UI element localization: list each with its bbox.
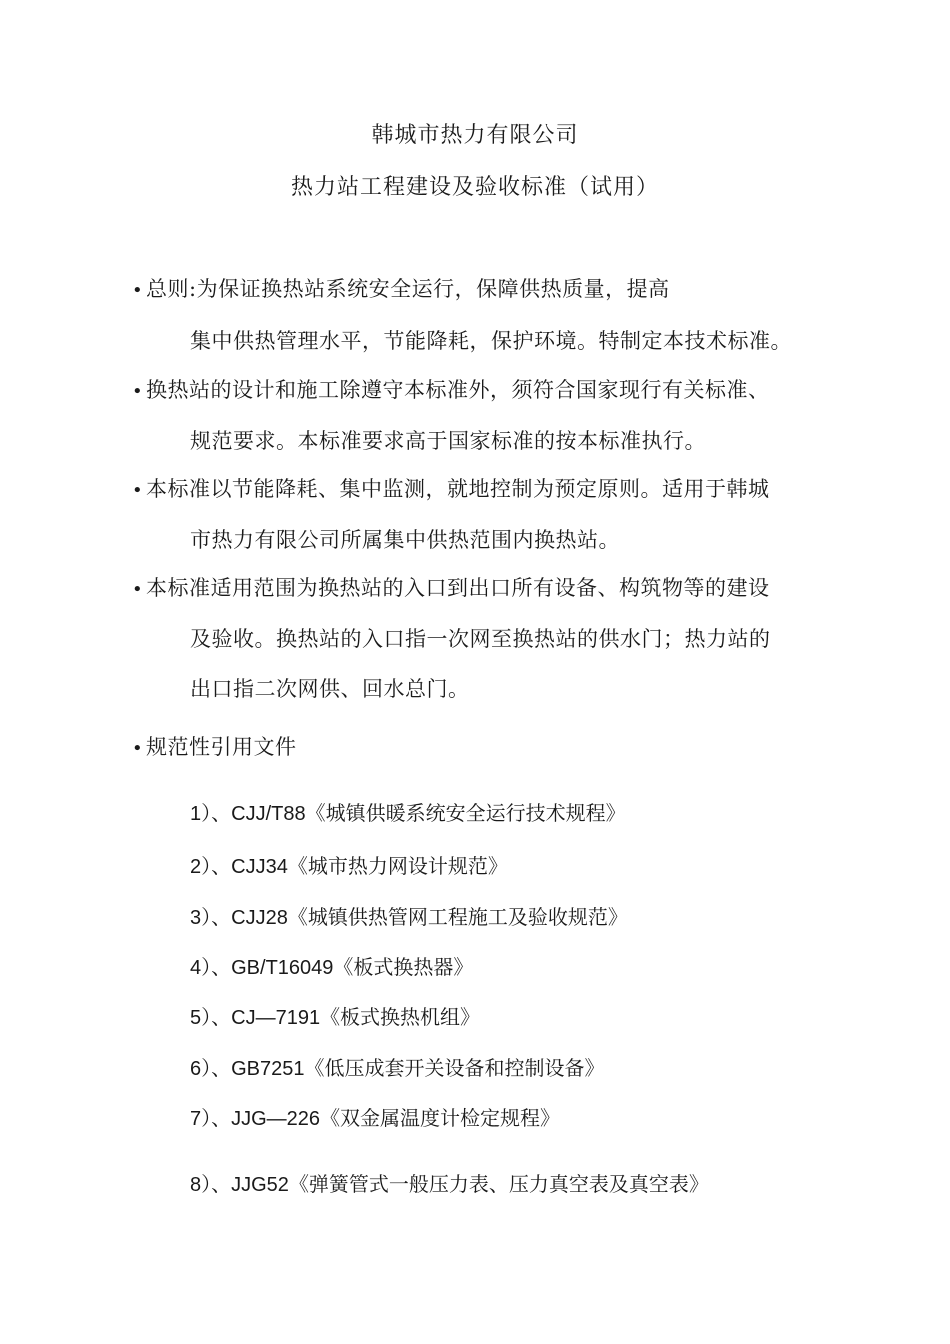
- reference-code: CJJ34: [231, 856, 288, 878]
- reference-code: JJG52: [231, 1174, 289, 1196]
- section-text: 本标准适用范围为换热站的入口到出口所有设备、构筑物等的建设: [146, 576, 770, 600]
- reference-item: [190, 797, 626, 826]
- section-4-line-3: 出口指二次网供、回水总门。: [190, 677, 470, 701]
- reference-number: 6）、: [190, 1058, 232, 1080]
- reference-title: 《弹簧管式一般压力表、压力真空表及真空表》: [288, 1172, 709, 1196]
- reference-number: 8）、: [190, 1174, 232, 1196]
- bullet-icon: •: [132, 280, 144, 301]
- section-text: 总则:为保证换热站系统安全运行，保障供热质量，提高: [146, 277, 670, 301]
- section-1-line-1: [132, 273, 670, 303]
- reference-title: 《城镇供暖系统安全运行技术规程》: [305, 801, 626, 825]
- section-text: 换热站的设计和施工除遵守本标准外，须符合国家现行有关标准、: [146, 378, 770, 402]
- section-text: 规范性引用文件: [146, 735, 297, 759]
- reference-number: 3）、: [190, 907, 232, 929]
- reference-code: JJG—226: [231, 1108, 321, 1130]
- reference-item: [190, 1168, 709, 1197]
- section-1-line-2: 集中供热管理水平，节能降耗，保护环境。特制定本技术标准。: [190, 329, 792, 353]
- reference-title: 《双金属温度计检定规程》: [320, 1106, 561, 1130]
- section-text: 本标准以节能降耗、集中监测，就地控制为预定原则。适用于韩城: [146, 477, 770, 501]
- reference-code: CJJ28: [231, 907, 288, 929]
- reference-item: [190, 1052, 605, 1081]
- reference-item: [190, 1001, 480, 1030]
- reference-number: 2）、: [190, 856, 232, 878]
- document-title-company: 韩城市热力有限公司: [371, 123, 579, 148]
- reference-number: 4）、: [190, 957, 232, 979]
- reference-item: [190, 850, 508, 879]
- bullet-icon: •: [132, 738, 144, 759]
- bullet-icon: •: [132, 480, 144, 501]
- section-3-line-1: [132, 473, 770, 503]
- section-2-line-1: [132, 374, 770, 404]
- bullet-icon: •: [132, 381, 144, 402]
- bullet-icon: •: [132, 579, 144, 600]
- reference-title: 《城市热力网设计规范》: [287, 854, 508, 878]
- reference-item: [190, 1102, 560, 1131]
- reference-title: 《低压成套开关设备和控制设备》: [304, 1056, 605, 1080]
- reference-number: 1）、: [190, 803, 232, 825]
- reference-code: CJJ/T88: [231, 803, 306, 825]
- reference-code: CJ—7191: [231, 1007, 321, 1029]
- reference-title: 《板式换热机组》: [320, 1005, 481, 1029]
- reference-item: [190, 951, 473, 980]
- section-4-line-1: [132, 572, 770, 602]
- section-4-line-2: 及验收。换热站的入口指一次网至换热站的供水门；热力站的: [190, 627, 771, 651]
- reference-number: 7）、: [190, 1108, 232, 1130]
- reference-code: GB/T16049: [231, 957, 334, 979]
- reference-number: 5）、: [190, 1007, 232, 1029]
- section-2-line-2: 规范要求。本标准要求高于国家标准的按本标准执行。: [190, 429, 706, 453]
- reference-title: 《城镇供热管网工程施工及验收规范》: [287, 905, 628, 929]
- reference-title: 《板式换热器》: [333, 955, 474, 979]
- reference-code: GB7251: [231, 1058, 305, 1080]
- section-5-line-1: [132, 731, 297, 761]
- section-3-line-2: 市热力有限公司所属集中供热范围内换热站。: [190, 528, 620, 552]
- document-title-standard: 热力站工程建设及验收标准（试用）: [290, 175, 659, 200]
- reference-item: [190, 901, 628, 930]
